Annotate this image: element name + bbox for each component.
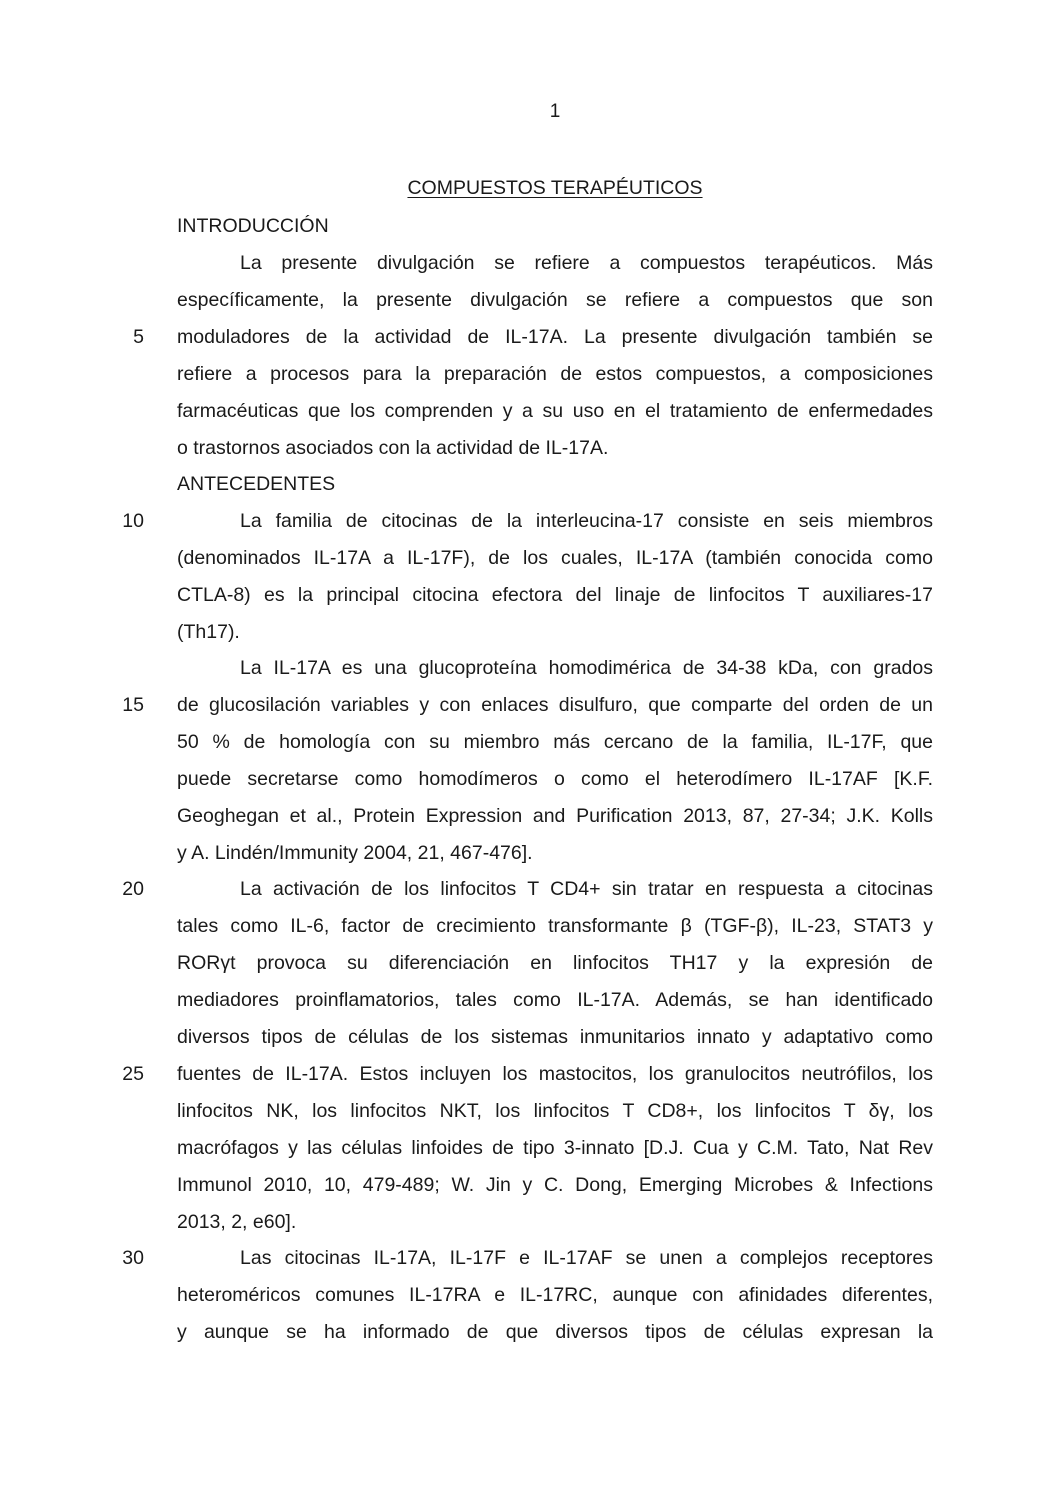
text-line: macrófagos y las células linfoides de tipo 3-innato [D.J. Cua y C.M. Tato, Nat Rev <box>177 1137 933 1159</box>
text-line: moduladores de la actividad de IL-17A. La presente divulgación también se <box>177 326 933 348</box>
margin-line-number: 20 <box>122 878 144 900</box>
margin-line-number: 10 <box>122 510 144 532</box>
text-line: La IL-17A es una glucoproteína homodimérica de 34-38 kDa, con grados <box>240 657 933 679</box>
text-line: o trastornos asociados con la actividad de IL-17A. <box>177 437 609 459</box>
text-line: linfocitos NK, los linfocitos NKT, los linfocitos T CD8+, los linfocitos T δγ, los <box>177 1100 933 1122</box>
text-line: La activación de los linfocitos T CD4+ sin tratar en respuesta a citocinas <box>240 878 933 900</box>
section-heading: ANTECEDENTES <box>177 473 336 495</box>
text-line: 50 % de homología con su miembro más cercano de la familia, IL-17F, que <box>177 731 933 753</box>
margin-line-number: 25 <box>122 1063 144 1085</box>
text-line: fuentes de IL-17A. Estos incluyen los mastocitos, los granulocitos neutrófilos, los <box>177 1063 933 1085</box>
text-line: farmacéuticas que los comprenden y a su uso en el tratamiento de enfermedades <box>177 400 933 422</box>
text-line: mediadores proinflamatorios, tales como IL-17A. Además, se han identificado <box>177 989 933 1011</box>
text-line: Immunol 2010, 10, 479-489; W. Jin y C. Dong, Emerging Microbes & Infections <box>177 1174 933 1196</box>
text-line: (Th17). <box>177 621 240 643</box>
text-line: refiere a procesos para la preparación de estos compuestos, a composiciones <box>177 363 933 385</box>
margin-line-number: 30 <box>122 1247 144 1269</box>
text-line: heteroméricos comunes IL-17RA e IL-17RC, aunque con afinidades diferentes, <box>177 1284 933 1306</box>
text-line: (denominados IL-17A a IL-17F), de los cuales, IL-17A (también conocida como <box>177 547 933 569</box>
text-line: RORγt provoca su diferenciación en linfocitos TH17 y la expresión de <box>177 952 933 974</box>
document-title: COMPUESTOS TERAPÉUTICOS <box>407 177 703 199</box>
section-heading: INTRODUCCIÓN <box>177 215 329 237</box>
text-line: de glucosilación variables y con enlaces disulfuro, que comparte del orden de un <box>177 694 933 716</box>
text-line: La familia de citocinas de la interleucina-17 consiste en seis miembros <box>240 510 933 532</box>
margin-line-number: 15 <box>122 694 144 716</box>
text-line: tales como IL-6, factor de crecimiento transformante β (TGF-β), IL-23, STAT3 y <box>177 915 933 937</box>
text-line: Geoghegan et al., Protein Expression and Purification 2013, 87, 27-34; J.K. Kolls <box>177 805 933 827</box>
page-number: 1 <box>549 101 561 122</box>
text-line: específicamente, la presente divulgación se refiere a compuestos que son <box>177 289 933 311</box>
text-line: y aunque se ha informado de que diversos tipos de células expresan la <box>177 1321 933 1343</box>
text-line: La presente divulgación se refiere a compuestos terapéuticos. Más <box>240 252 933 274</box>
margin-line-number: 5 <box>133 326 144 348</box>
text-line: 2013, 2, e60]. <box>177 1211 297 1233</box>
text-line: y A. Lindén/Immunity 2004, 21, 467-476]. <box>177 842 533 864</box>
text-line: Las citocinas IL-17A, IL-17F e IL-17AF se unen a complejos receptores <box>240 1247 933 1269</box>
text-line: CTLA-8) es la principal citocina efectora del linaje de linfocitos T auxiliares-17 <box>177 584 933 606</box>
text-line: puede secretarse como homodímeros o como el heterodímero IL-17AF [K.F. <box>177 768 933 790</box>
text-line: diversos tipos de células de los sistemas inmunitarios innato y adaptativo como <box>177 1026 933 1048</box>
